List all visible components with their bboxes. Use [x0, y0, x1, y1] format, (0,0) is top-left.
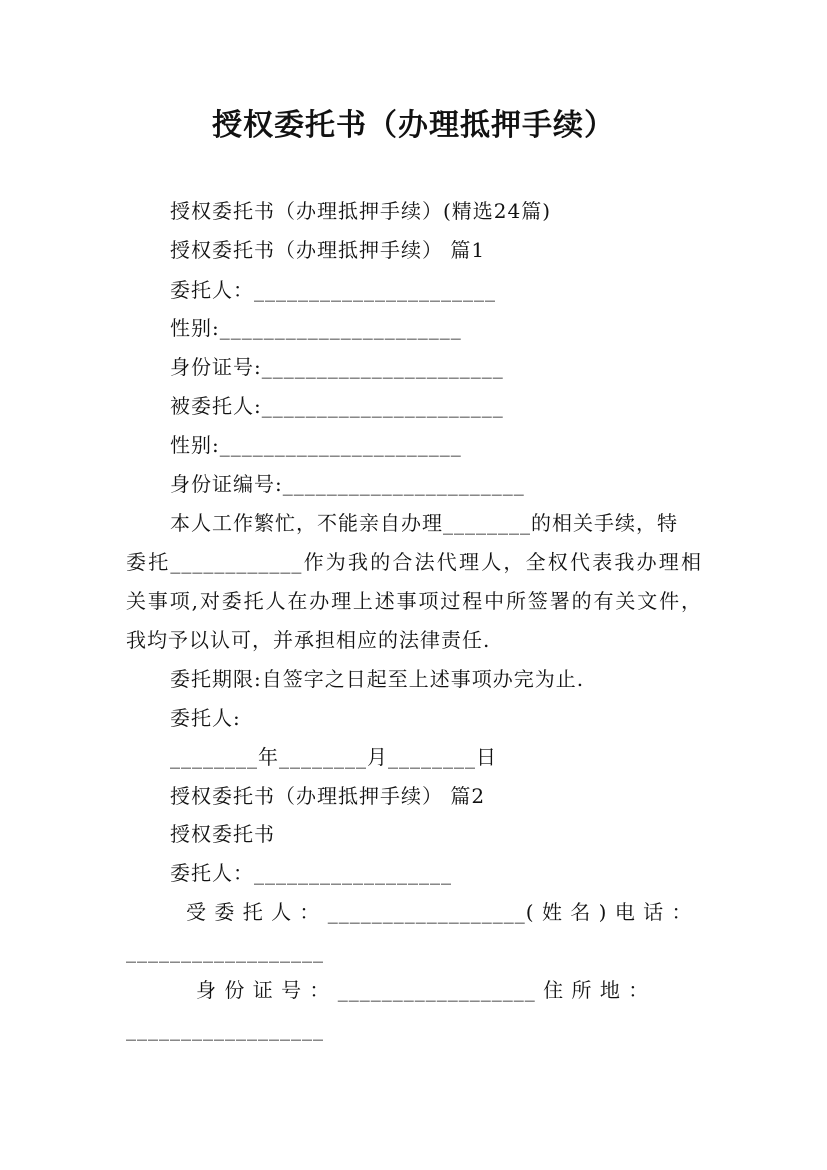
term-line: 委托期限:自签字之日起至上述事项办完为止.	[170, 667, 585, 691]
paragraph-line: 委托____________作为我的合法代理人，全权代表我办理相	[126, 550, 702, 574]
principal-field: 委托人：__________________	[170, 861, 452, 885]
id-number-field: 身份证号:______________________	[170, 355, 504, 379]
id-address-field: 身 份 证 号 ： __________________ 住 所 地 ：	[196, 978, 650, 1002]
gender-field: 性别:______________________	[170, 316, 462, 340]
section-heading: 授权委托书（办理抵押手续） 篇2	[170, 784, 486, 808]
agent-id-field: 身份证编号:______________________	[170, 472, 525, 496]
signature-line: 委托人:	[170, 706, 241, 730]
principal-field: 委托人：______________________	[170, 278, 496, 302]
address-blank: __________________	[126, 1017, 324, 1041]
paragraph-line: 本人工作繁忙，不能亲自办理________的相关手续，特	[170, 511, 678, 535]
phone-blank: __________________	[126, 939, 324, 963]
date-line: ________年________月________日	[170, 745, 497, 769]
agent-gender-field: 性别:______________________	[170, 433, 462, 457]
agent-field: 被委托人:______________________	[170, 394, 504, 418]
agent-name-phone-field: 受 委 托 人 ： __________________( 姓 名 ) 电 话 ：	[186, 900, 693, 924]
subheading: 授权委托书	[170, 822, 275, 846]
paragraph-line: 我均予以认可，并承担相应的法律责任.	[126, 628, 491, 652]
doc-heading-line: 授权委托书（办理抵押手续）(精选24篇)	[170, 199, 552, 223]
section-heading: 授权委托书（办理抵押手续） 篇1	[170, 238, 486, 262]
page-title: 授权委托书（办理抵押手续）	[212, 108, 615, 143]
paragraph-line: 关事项,对委托人在办理上述事项过程中所签署的有关文件，	[126, 589, 702, 613]
